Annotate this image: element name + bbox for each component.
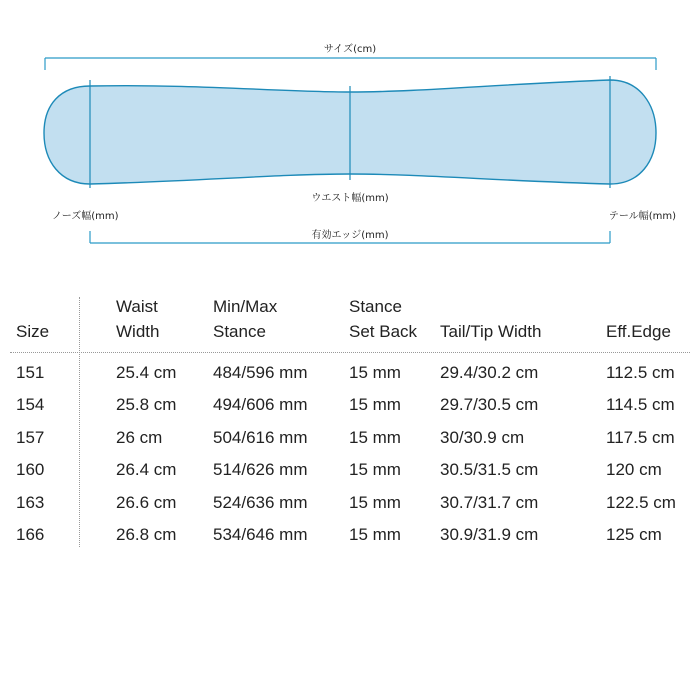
cell-size: 151 (16, 363, 45, 382)
cell-setback: 15 mm (349, 395, 401, 415)
cell-stance: 514/626 mm (213, 460, 308, 480)
nose-label: ノーズ幅(mm) (52, 211, 119, 222)
cell-waist-width: 25.4 cm (116, 363, 177, 382)
cell-waist-width: 25.8 cm (116, 395, 177, 415)
cell-waist-width: 26.4 cm (116, 460, 177, 480)
cell-tail-tip-width: 30.5/31.5 cm (440, 460, 539, 480)
cell-tail-tip-width: 29.7/30.5 cm (440, 395, 539, 415)
cell-setback: 15 mm (349, 492, 401, 512)
cell-stance: 484/596 mm (213, 363, 308, 382)
header-stance-line1: Min/Max (213, 297, 278, 316)
header-setback-line1: Stance (349, 297, 402, 316)
header-waist-width: Width (116, 322, 160, 341)
cell-tail-tip-width: 30.7/31.7 cm (440, 492, 539, 512)
header-stance: Stance (213, 322, 266, 341)
cell-setback: 15 mm (349, 363, 401, 382)
cell-size: 157 (16, 427, 45, 447)
cell-tail-tip-width: 30.9/31.9 cm (440, 525, 539, 544)
cell-tail-tip-width: 30/30.9 cm (440, 427, 525, 447)
cell-setback: 15 mm (349, 525, 401, 544)
cell-setback: 15 mm (349, 460, 401, 480)
cell-size: 163 (16, 492, 45, 512)
cell-eff-edge: 125 cm (606, 525, 662, 544)
size-label: サイズ(cm) (323, 44, 377, 55)
cell-stance: 534/646 mm (213, 525, 308, 544)
header-setback: Set Back (349, 322, 418, 341)
cell-waist-width: 26 cm (116, 427, 163, 447)
waist-label: ウエスト幅(mm) (311, 193, 389, 204)
cell-size: 166 (16, 525, 45, 544)
header-waist-width-line1: Waist (116, 297, 158, 316)
cell-eff-edge: 114.5 cm (606, 395, 675, 415)
tail-label: テール幅(mm) (608, 211, 676, 222)
cell-waist-width: 26.6 cm (116, 492, 177, 512)
cell-eff-edge: 122.5 cm (606, 492, 676, 512)
header-tail-tip-width: Tail/Tip Width (440, 322, 542, 341)
header-separator (10, 352, 690, 353)
cell-stance: 494/606 mm (213, 395, 308, 415)
header-eff-edge: Eff.Edge (606, 322, 671, 341)
cell-eff-edge: 112.5 cm (606, 363, 675, 382)
edge-label: 有効エッジ(mm) (311, 230, 389, 241)
cell-stance: 524/636 mm (213, 492, 308, 512)
cell-tail-tip-width: 29.4/30.2 cm (440, 363, 539, 382)
cell-waist-width: 26.8 cm (116, 525, 177, 544)
header-size: Size (16, 322, 50, 341)
cell-eff-edge: 120 cm (606, 460, 662, 480)
cell-setback: 15 mm (349, 427, 401, 447)
cell-size: 154 (16, 395, 45, 415)
cell-size: 160 (16, 460, 45, 480)
cell-stance: 504/616 mm (213, 427, 308, 447)
cell-eff-edge: 117.5 cm (606, 427, 675, 447)
column-separator (79, 297, 80, 547)
